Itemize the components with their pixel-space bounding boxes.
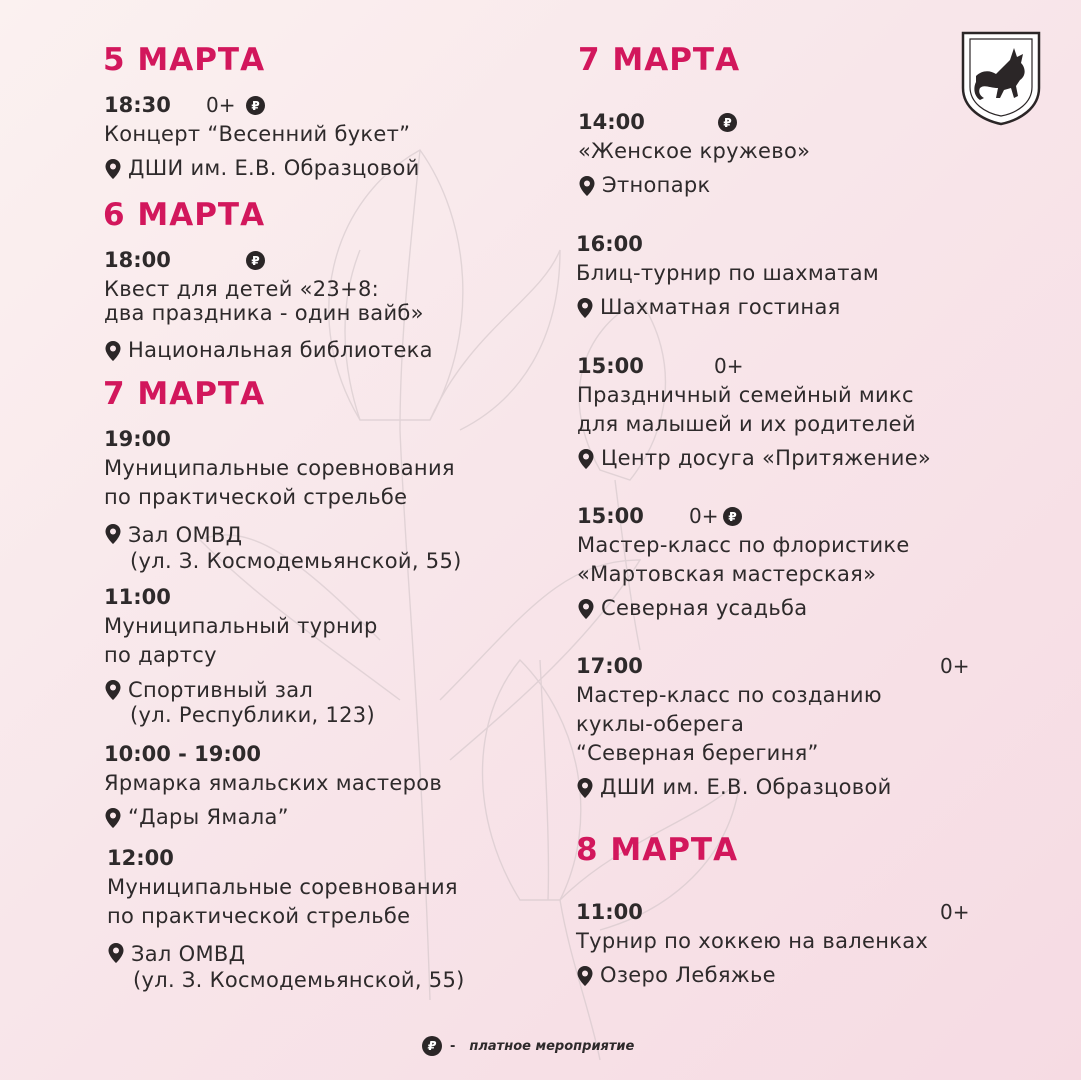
location-pin-icon bbox=[104, 807, 122, 829]
date-heading: 7 МАРТА bbox=[103, 376, 266, 412]
event-item bbox=[578, 109, 810, 197]
event-time: 16:00 bbox=[576, 232, 643, 256]
event-time: 11:00 bbox=[576, 900, 643, 924]
event-title: для малышей и их родителей bbox=[577, 412, 916, 436]
place-name: Зал ОМВД bbox=[131, 942, 246, 966]
event-place bbox=[104, 157, 420, 180]
age-rating: 0+ bbox=[940, 900, 970, 924]
date-heading: 5 МАРТА bbox=[103, 42, 266, 78]
event-title: Квест для детей «23+8: bbox=[104, 277, 380, 301]
event-title: Турнир по хоккею на валенках bbox=[576, 929, 929, 953]
event-title: Праздничный семейный микс bbox=[577, 383, 914, 407]
location-pin-icon bbox=[577, 598, 595, 620]
event-item bbox=[107, 845, 465, 993]
location-pin-icon bbox=[107, 942, 125, 964]
place-name: Этнопарк bbox=[602, 173, 711, 197]
ruble-icon: ₽ bbox=[718, 113, 737, 132]
event-time: 17:00 bbox=[576, 654, 643, 678]
location-pin-icon bbox=[104, 158, 122, 180]
event-title: Блиц-турнир по шахматам bbox=[576, 261, 880, 285]
event-place bbox=[577, 447, 931, 470]
date-heading: 8 МАРТА bbox=[576, 832, 739, 868]
place-name: ДШИ им. Е.В. Образцовой bbox=[600, 775, 892, 799]
event-time: 18:30 bbox=[104, 93, 171, 117]
ruble-icon: ₽ bbox=[422, 1036, 442, 1056]
event-item bbox=[104, 741, 442, 829]
event-item bbox=[576, 653, 970, 799]
event-title: Мастер-класс по флористике bbox=[577, 533, 910, 557]
place-address: (ул. З. Космодемьянской, 55) bbox=[130, 549, 462, 573]
legend-text: платное мероприятие bbox=[469, 1038, 635, 1054]
fox-emblem-icon bbox=[960, 30, 1042, 126]
event-item bbox=[576, 231, 879, 319]
event-title: куклы-оберега bbox=[576, 712, 745, 736]
event-title: Ярмарка ямальских мастеров bbox=[104, 771, 443, 795]
date-heading: 6 МАРТА bbox=[103, 197, 266, 233]
location-pin-icon bbox=[104, 340, 122, 362]
place-name: Национальная библиотека bbox=[128, 338, 433, 362]
event-time: 15:00 bbox=[577, 504, 644, 528]
legend-dash: - bbox=[450, 1038, 456, 1054]
date-heading: 7 МАРТА bbox=[578, 42, 741, 78]
event-place bbox=[104, 678, 378, 728]
event-title: по практической стрельбе bbox=[104, 485, 408, 509]
event-place bbox=[104, 806, 442, 829]
event-title: по дартсу bbox=[104, 643, 217, 667]
event-item bbox=[104, 584, 378, 728]
age-rating: 0+ bbox=[206, 93, 236, 117]
event-title: Мастер-класс по созданию bbox=[576, 683, 882, 707]
event-item bbox=[577, 353, 931, 470]
event-place bbox=[104, 522, 462, 574]
event-title: Концерт “Весенний букет” bbox=[104, 122, 411, 146]
event-title: Муниципальный турнир bbox=[104, 614, 378, 638]
location-pin-icon bbox=[576, 965, 594, 987]
ruble-icon: ₽ bbox=[246, 251, 265, 270]
location-pin-icon bbox=[104, 679, 122, 701]
place-name: ДШИ им. Е.В. Образцовой bbox=[128, 156, 420, 180]
event-time: 10:00 - 19:00 bbox=[104, 742, 262, 766]
event-title: «Женское кружево» bbox=[578, 139, 811, 163]
location-pin-icon bbox=[104, 523, 122, 545]
event-title: «Мартовская мастерская» bbox=[577, 562, 877, 586]
location-pin-icon bbox=[576, 297, 594, 319]
event-item bbox=[576, 899, 970, 987]
event-title: “Северная берегиня” bbox=[576, 741, 819, 765]
event-place bbox=[576, 296, 879, 319]
place-address: (ул. З. Космодемьянской, 55) bbox=[133, 968, 465, 992]
place-name: Центр досуга «Притяжение» bbox=[601, 446, 932, 470]
location-pin-icon bbox=[577, 448, 595, 470]
event-time: 18:00 bbox=[104, 248, 171, 272]
age-rating: 0+ bbox=[940, 654, 970, 678]
location-pin-icon bbox=[576, 777, 594, 799]
event-place bbox=[577, 597, 910, 620]
event-place bbox=[578, 174, 810, 197]
place-name: Северная усадьба bbox=[601, 596, 808, 620]
place-name: Шахматная гостиная bbox=[600, 295, 841, 319]
location-pin-icon bbox=[578, 175, 596, 197]
event-place bbox=[576, 964, 928, 987]
place-address: (ул. Республики, 123) bbox=[130, 703, 375, 727]
age-rating: 0+ bbox=[689, 504, 719, 528]
event-title: по практической стрельбе bbox=[107, 904, 411, 928]
place-name: “Дары Ямала” bbox=[128, 805, 289, 829]
event-title: Муниципальные соревнования bbox=[107, 875, 458, 899]
place-name: Спортивный зал bbox=[128, 678, 314, 702]
event-item bbox=[577, 503, 910, 620]
event-time: 15:00 bbox=[577, 354, 644, 378]
event-time: 14:00 bbox=[578, 110, 645, 134]
event-title: Муниципальные соревнования bbox=[104, 456, 455, 480]
age-rating: 0+ bbox=[714, 354, 744, 378]
event-item bbox=[104, 92, 420, 180]
place-name: Озеро Лебяжье bbox=[600, 963, 776, 987]
ruble-icon: ₽ bbox=[723, 507, 742, 526]
event-time: 11:00 bbox=[104, 585, 171, 609]
event-place bbox=[576, 776, 892, 799]
place-name: Зал ОМВД bbox=[128, 523, 243, 547]
event-title: два праздника - один вайб» bbox=[104, 301, 424, 325]
event-place bbox=[107, 941, 465, 993]
event-item bbox=[104, 247, 433, 362]
event-time: 19:00 bbox=[104, 427, 171, 451]
ruble-icon: ₽ bbox=[246, 96, 265, 115]
event-item bbox=[104, 426, 462, 574]
event-place bbox=[104, 339, 433, 362]
paid-event-legend bbox=[422, 1036, 634, 1056]
event-time: 12:00 bbox=[107, 846, 174, 870]
